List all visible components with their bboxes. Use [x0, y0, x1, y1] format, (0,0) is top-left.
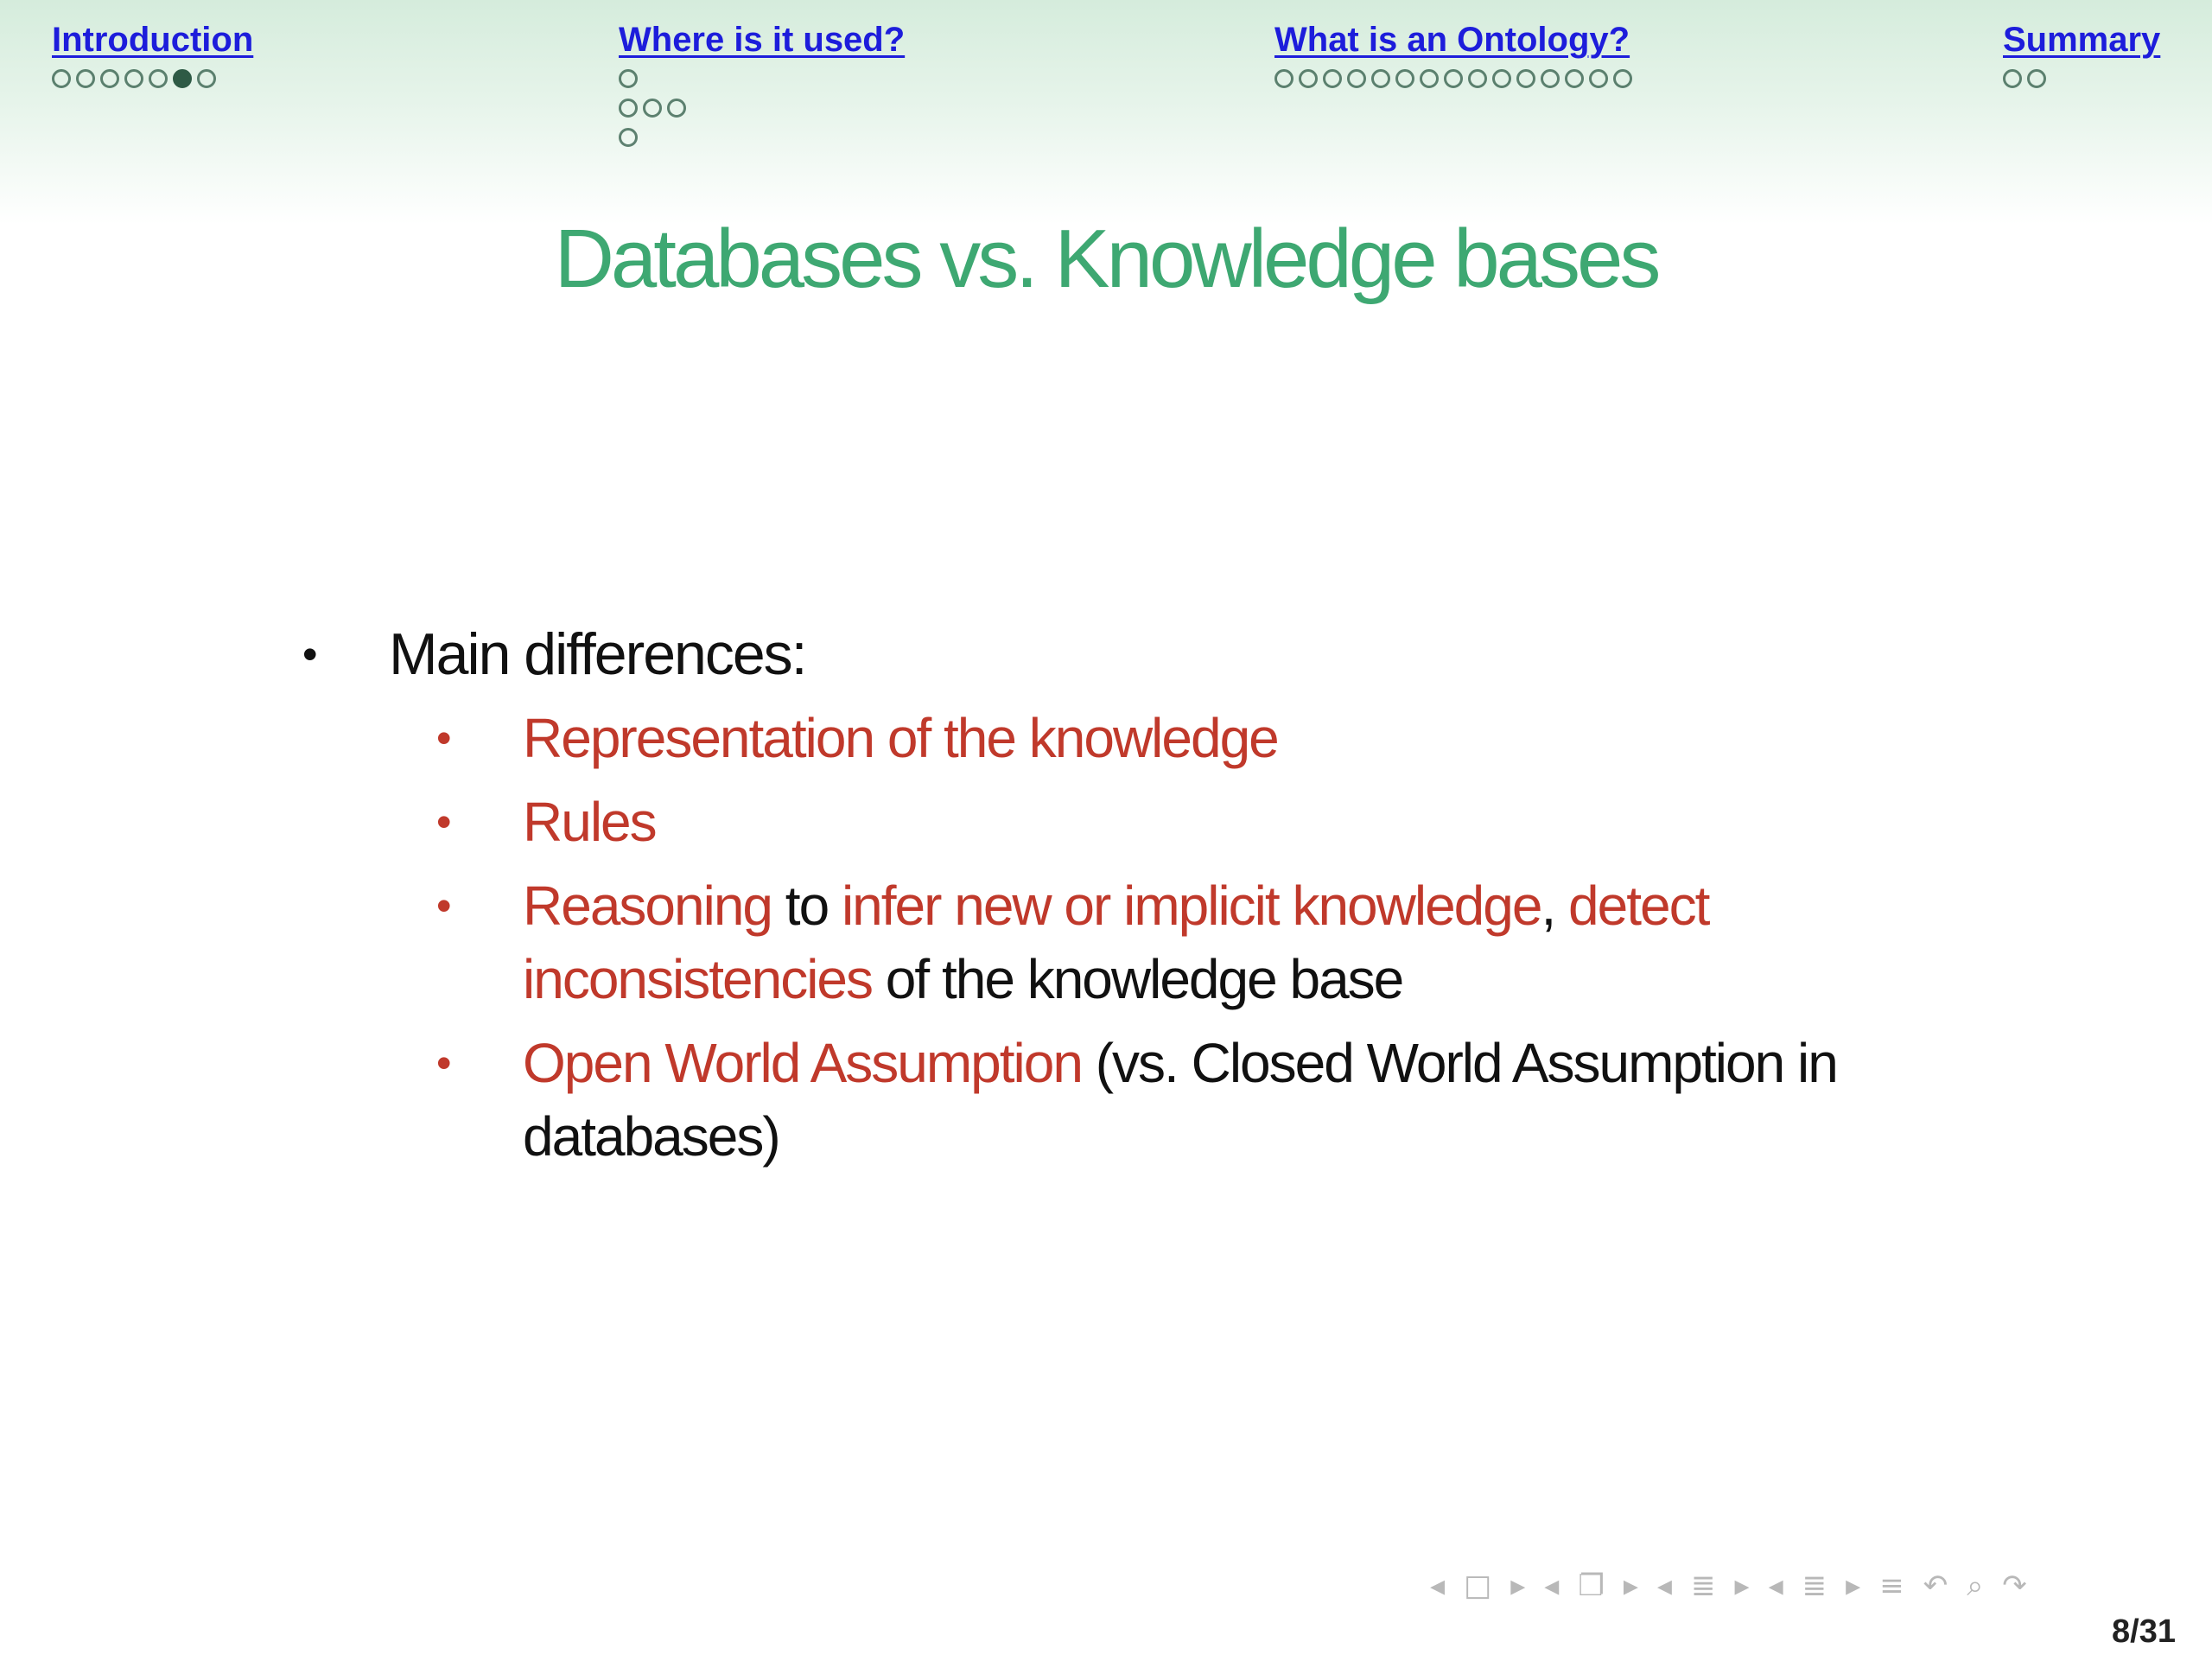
frame-dot[interactable]: [149, 69, 168, 88]
sub-bullet-item: [436, 786, 2031, 859]
bullet-text-segment: Representation of the knowledge: [523, 707, 1278, 769]
beamer-navigation-controls: [1430, 1569, 2027, 1603]
sub-bullet-item: [436, 702, 2031, 775]
frame-dot[interactable]: [124, 69, 143, 88]
frame-dots-row: [619, 128, 905, 147]
bullet-icon: •: [436, 881, 450, 930]
bullet-text-segment: Rules: [523, 791, 656, 853]
frame-dot[interactable]: [667, 99, 686, 118]
nav-link-summary[interactable]: Summary: [2003, 21, 2161, 59]
nav-link-introduction[interactable]: Introduction: [52, 21, 254, 59]
frame-dot[interactable]: [1492, 69, 1511, 88]
frame-dots-row: [1274, 69, 1632, 88]
frame-dot[interactable]: [1541, 69, 1560, 88]
frame-dot[interactable]: [2027, 69, 2046, 88]
bullet-text-segment: ,: [1541, 875, 1568, 937]
frame-dot[interactable]: [1323, 69, 1342, 88]
arrow-left-icon[interactable]: ◂: [1768, 1569, 1783, 1603]
frame-dot[interactable]: [1589, 69, 1608, 88]
frame-dot[interactable]: [1613, 69, 1632, 88]
arrow-right-icon[interactable]: ▸: [1734, 1569, 1750, 1603]
align-icon[interactable]: ≡: [1879, 1569, 1904, 1603]
sub-bullet-item: [436, 1027, 2031, 1174]
subsection-icon[interactable]: ❐: [1578, 1569, 1605, 1603]
frame-dots: [2003, 69, 2160, 88]
frame-dot[interactable]: [619, 128, 638, 147]
frame-dots: [619, 69, 905, 147]
bullet-text-segment: infer new or implicit knowledge: [841, 875, 1541, 937]
nav-section-summary: [2003, 19, 2160, 88]
search-icon[interactable]: ⌕: [1967, 1569, 1984, 1603]
bullet-text-segment: of the knowledge base: [872, 948, 1403, 1010]
arrow-right-icon[interactable]: ▸: [1846, 1569, 1861, 1603]
arrow-left-icon[interactable]: ◂: [1430, 1569, 1446, 1603]
undo-icon[interactable]: ↶: [1923, 1569, 1948, 1603]
arrow-left-icon[interactable]: ◂: [1544, 1569, 1560, 1603]
section-icon[interactable]: ≣: [1802, 1569, 1827, 1603]
frame-dot[interactable]: [1347, 69, 1366, 88]
sub-bullet-list: [302, 702, 2031, 1174]
frame-dot[interactable]: [1468, 69, 1487, 88]
frame-dot[interactable]: [643, 99, 662, 118]
frame-dot[interactable]: [2003, 69, 2022, 88]
frame-dots-row: [52, 69, 253, 88]
nav-link-where-is-it-used[interactable]: Where is it used?: [619, 21, 906, 59]
frame-dot[interactable]: [1274, 69, 1294, 88]
frame-dot[interactable]: [1299, 69, 1318, 88]
bullet-text-segment: Open World Assumption: [523, 1032, 1082, 1094]
frame-dot[interactable]: [1565, 69, 1584, 88]
frame-dot[interactable]: [52, 69, 71, 88]
frame-dot[interactable]: [1420, 69, 1439, 88]
nav-section-what-is-an-ontology: [1274, 19, 1632, 88]
arrow-right-icon[interactable]: ▸: [1510, 1569, 1526, 1603]
redo-icon[interactable]: ↷: [2002, 1569, 2027, 1603]
frame-dot[interactable]: [76, 69, 95, 88]
page-number: 8/31: [2112, 1613, 2176, 1650]
bullet-text-segment: to: [772, 875, 842, 937]
frame-dot[interactable]: [197, 69, 216, 88]
section-icon[interactable]: ≣: [1691, 1569, 1716, 1603]
frame-dot[interactable]: [1395, 69, 1414, 88]
frame-dots-row: [619, 69, 905, 88]
section-navigation-bar: [0, 0, 2212, 225]
current-frame-dot[interactable]: [173, 69, 192, 88]
frame-dot[interactable]: [1371, 69, 1390, 88]
sub-bullet-item: [436, 869, 2031, 1016]
bullet-text-segment: Reasoning: [523, 875, 772, 937]
frame-dots: [1274, 69, 1632, 88]
bullet-icon: •: [302, 630, 316, 678]
slide-content: [302, 618, 2031, 1184]
arrow-right-icon[interactable]: ▸: [1623, 1569, 1638, 1603]
frame-dot[interactable]: [1516, 69, 1535, 88]
main-bullet-item: [302, 618, 2031, 691]
frame-icon[interactable]: □: [1464, 1569, 1492, 1603]
bullet-icon: •: [436, 1039, 450, 1087]
nav-section-introduction: [52, 19, 253, 88]
bullet-icon: •: [436, 714, 450, 762]
frame-dot[interactable]: [100, 69, 119, 88]
frame-dot[interactable]: [619, 99, 638, 118]
slide-title: Databases vs. Knowledge bases: [554, 213, 1658, 305]
main-bullet-text: Main differences:: [389, 621, 806, 687]
frame-dots-row: [2003, 69, 2160, 88]
arrow-left-icon[interactable]: ◂: [1656, 1569, 1672, 1603]
frame-dot[interactable]: [1444, 69, 1463, 88]
frame-dots: [52, 69, 253, 88]
nav-link-what-is-an-ontology[interactable]: What is an Ontology?: [1274, 21, 1630, 59]
frame-dots-row: [619, 99, 905, 118]
nav-section-where-is-it-used: [619, 19, 905, 147]
bullet-text-segment: detect inconsistencies: [523, 875, 1709, 1010]
bullet-text-segment: (vs. Closed World Assumption in databases): [523, 1032, 1837, 1168]
frame-dot[interactable]: [619, 69, 638, 88]
bullet-icon: •: [436, 798, 450, 846]
